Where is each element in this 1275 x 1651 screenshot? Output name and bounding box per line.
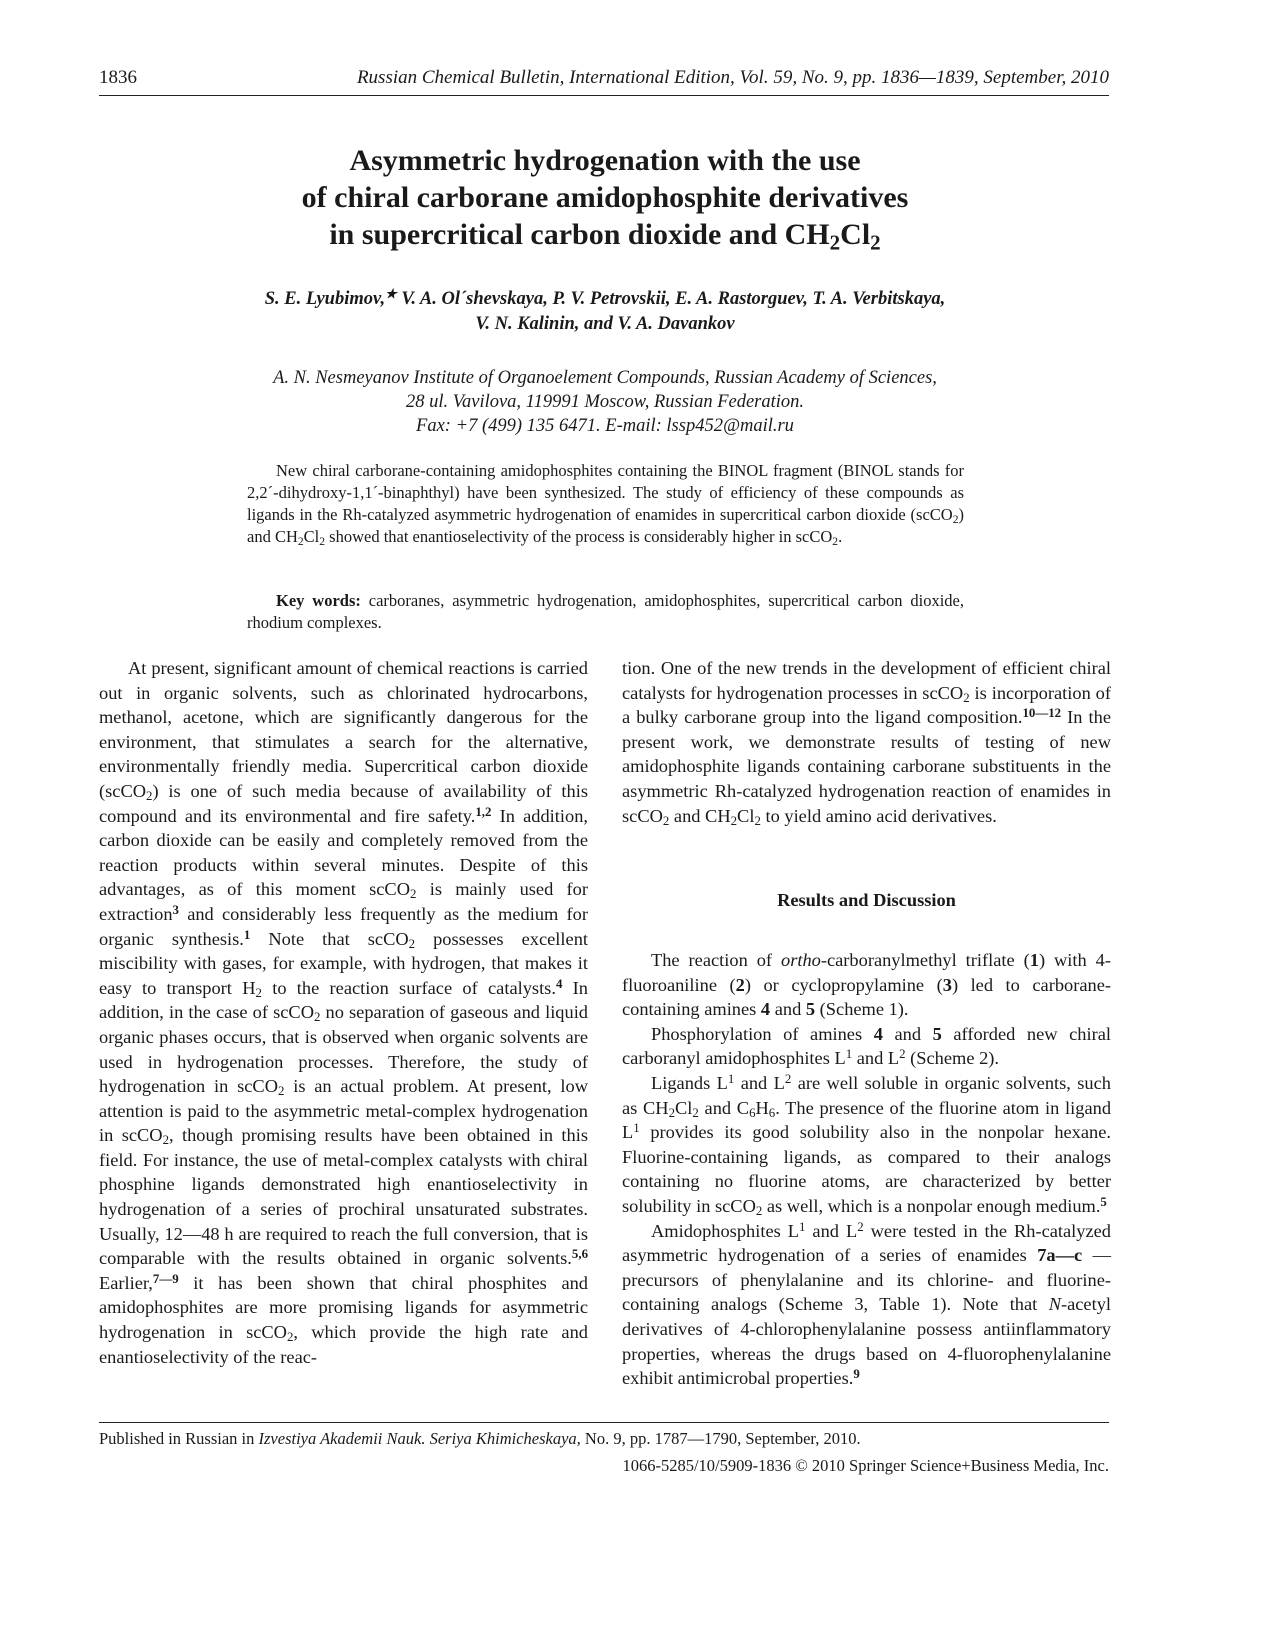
keywords-text: carboranes, asymmetric hydrogenation, amidophosphites, supercritical carbon dioxide, rhodium complexes. bbox=[247, 591, 964, 632]
right-column-results bbox=[622, 948, 1111, 1391]
affiliation-line-1: A. N. Nesmeyanov Institute of Organoelement Compounds, Russian Academy of Sciences, bbox=[273, 368, 937, 388]
intro-paragraph: At present, significant amount of chemical reactions is carried out in organic solvents, such as chlorinated hydrocarbons, methanol, acetone, which are significantly dangerous for the environment, that stimulates a search for the alternative, environmentally friendly media. Supercritical carbon dioxide (scCO$_2$) is one of such media because of availability of this compound and its environmental and fire safety.$^{1,2}$ In addition, carbon dioxide can be easily and completely removed from the reaction products within several minutes. Despite of this advantages, as of this moment scCO$_2$ is mainly used for extraction$^3$ and considerably less frequently as the medium for organic synthesis.$^1$ Note that scCO$_2$ possesses excellent miscibility with gases, for example, with hydrogen, that makes it easy to transport $H_2$ to the reaction surface of catalysts.$^4$ In addition, in the case of scCO$_2$ no separation of gaseous and liquid organic phases occurs, that is observed when organic solvents are used in hydrogenation processes. Therefore, the study of hydrogenation in scCO$_2$ is an actual problem. At present, low attention is paid to the asymmetric metal-complex hydrogenation in scCO$_2$, though promising results have been obtained in this field. For instance, the use of metal-complex catalysts with chiral phosphine ligands demonstrated high enantioselectivity in hydrogenation of a series of prochiral unsaturated substrates. Usually, 12—48 h are required to reach the full conversion, that is comparable with the results obtained in organic solvents.$^{5,6}$ Earlier,$^{7—9}$ it has been shown that chiral phosphites and amidophosphites are more promising ligands for asymmetric hydrogenation in scCO$_2$, which provide the high rate and enantioselectivity of the reac- bbox=[99, 658, 589, 1367]
authors-line-1: S. E. Lyubimov,★ V. A. Ol´shevskaya, P. V. Petrovskii, E. A. Rastorguev, T. A. Verbitskaya, bbox=[264, 286, 946, 309]
affiliation-contact: Fax: +7 (499) 135 6471. E-mail: lssp452@mail.ru bbox=[416, 416, 794, 436]
affiliation-line-2: 28 ul. Vavilova, 119991 Moscow, Russian Federation. bbox=[405, 392, 805, 412]
journal-citation: Russian Chemical Bulletin, International Edition, Vol. 59, No. 9, pp. 1836—1839, September, 2010 bbox=[356, 67, 1109, 88]
copyright-line: 1066-5285/10/5909-1836 © 2010 Springer Science+Business Media, Inc. bbox=[622, 1456, 1109, 1475]
publication-note: Published in Russian in Izvestiya Akademii Nauk. Seriya Khimicheskaya, No. 9, pp. 1787—1790, September, 2010. bbox=[99, 1429, 861, 1448]
right-column-intro bbox=[622, 656, 1111, 828]
section-heading-results: Results and Discussion bbox=[777, 890, 956, 910]
keywords-label: Key words: bbox=[276, 591, 361, 610]
title-line-1: Asymmetric hydrogenation with the use bbox=[349, 144, 861, 177]
intro-continuation: tion. One of the new trends in the development of efficient chiral catalysts for hydrogenation processes in scCO$_2$ is incorporation of a bulky carborane group into the ligand composition.$^{10—12}$ In the present work, we demonstrate results of testing of new amidophosphite ligands containing carborane substituents in the asymmetric Rh-catalyzed hydrogenation reaction of enamides in scCO$_2$ and $CH_2Cl_2$ to yield amino acid derivatives. bbox=[622, 658, 1112, 828]
results-paragraph-1: The reaction of ortho-carboranylmethyl triflate (1) with 4-fluoroaniline (2) or cyclopropylamine (3) led to carborane-containing amines 4 and 5 (Scheme 1). bbox=[622, 950, 1111, 1020]
results-paragraph-4: Amidophosphites $L^1$ and $L^2$ were tested in the Rh-catalyzed asymmetric hydrogenation of a series of enamides 7a—c — precursors of phenylalanine and its chlorine- and fluorine-containing analogs (Scheme 3, Table 1). Note that N-acetyl derivatives of 4-chlorophenylalanine possess antiinflammatory properties, whereas the drugs based on 4-fluorophenylalanine exhibit antimicrobal properties.$^9$ bbox=[622, 1219, 1112, 1389]
page-number: 1836 bbox=[99, 67, 137, 88]
title-line-2: of chiral carborane amidophosphite derivatives bbox=[301, 181, 909, 214]
header-rule bbox=[99, 95, 1109, 96]
authors-line-2: V. N. Kalinin, and V. A. Davankov bbox=[475, 314, 735, 334]
keywords bbox=[247, 590, 964, 634]
title-line-3: in supercritical carbon dioxide and $CH_2Cl_2$ bbox=[329, 218, 881, 255]
results-paragraph-3: Ligands $L^1$ and $L^2$ are well soluble in organic solvents, such as $CH_2Cl_2$ and $C_6H_6$. The presence of the fluorine atom in ligand $L^1$ provides its good solubility also in the nonpolar hexane. Fluorine-containing ligands, as compared to their analogs containing no fluorine atoms, are characterized by better solubility in scCO$_2$ as well, which is a nonpolar enough medium.$^5$ bbox=[622, 1072, 1112, 1219]
footer-rule bbox=[99, 1422, 1109, 1423]
abstract: New chiral carborane-containing amidophosphites containing the BINOL fragment (BINOL stands for 2,2´-dihydroxy-1,1´-binaphthyl) have been synthesized. The study of efficiency of these compounds as ligands in the Rh-catalyzed asymmetric hydrogenation of enamides in supercritical carbon dioxide (scCO$_2$) and $CH_2Cl_2$ showed that enantioselectivity of the process is considerably higher in scCO$_2$. bbox=[247, 461, 964, 548]
affiliation bbox=[150, 366, 1060, 438]
left-column bbox=[99, 656, 588, 1369]
author-list bbox=[150, 287, 1060, 337]
article-title bbox=[150, 142, 1060, 253]
results-paragraph-2: Phosphorylation of amines 4 and 5 afforded new chiral carboranyl amidophosphites $L^1$ and $L^2$ (Scheme 2). bbox=[622, 1023, 1111, 1069]
corresponding-author-star: ★ bbox=[385, 286, 397, 302]
